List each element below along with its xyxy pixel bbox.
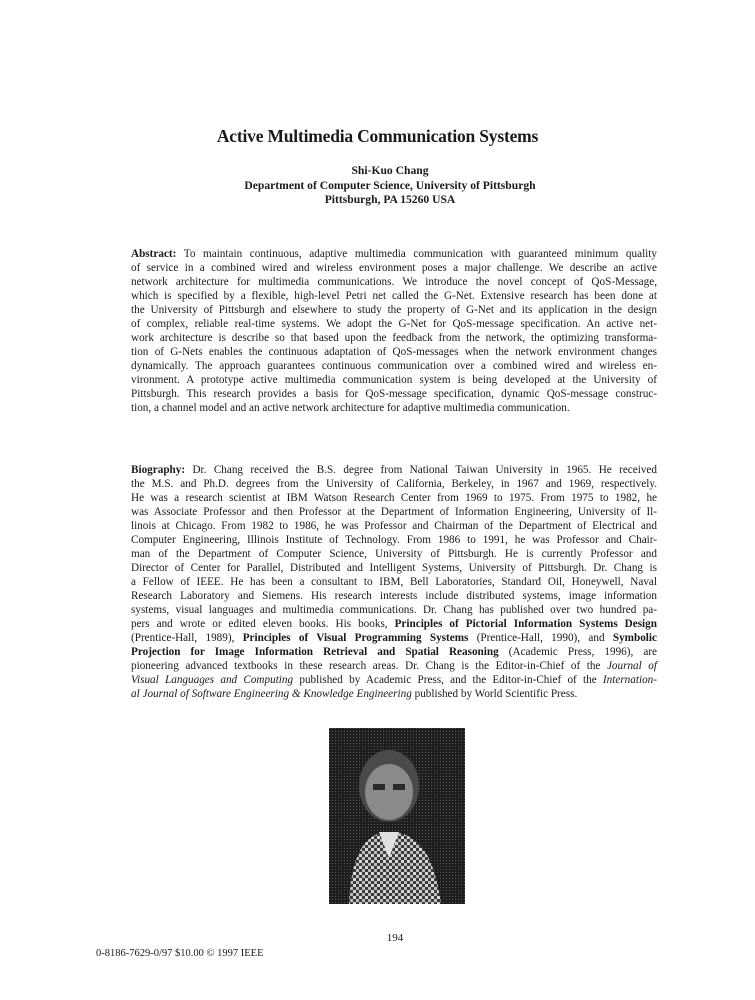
book-title: Principles of Visual Programming Systems: [242, 632, 469, 644]
biography-line: pioneering advanced textbooks in these research areas. Dr. Chang is the Editor-in-Chief of the Journal of: [131, 660, 657, 672]
biography-line: (Prentice-Hall, 1989), Principles of Visual Programming Systems (Prentice-Hall, 1990), and Symbolic: [131, 632, 657, 644]
biography-line: the M.S. and Ph.D. degrees from the University of California, Berkeley, in 1967 and 1969, respectively.: [131, 478, 657, 490]
journal-title: Visual Languages and Computing: [131, 674, 294, 686]
biography-label: Biography:: [131, 464, 186, 476]
author-photo: [329, 728, 465, 904]
biography-line: Visual Languages and Computing published by Academic Press, and the Editor-in-Chief of the Internation-: [131, 674, 657, 686]
biography-line: Research Laboratory and Siemens. His research interests include distributed systems, image information: [131, 590, 657, 602]
biography-section: [131, 463, 657, 701]
copyright-line: 0-8186-7629-0/97 $10.00 © 1997 IEEE: [96, 948, 264, 959]
biography-line: was Associate Professor and then Professor at the Department of Information Engineering, University of Il-: [131, 506, 657, 518]
journal-title: Journal of: [606, 660, 657, 672]
author-name: Shi-Kuo Chang: [351, 164, 429, 177]
page-number: 194: [386, 932, 404, 944]
journal-title: al Journal of Software Engineering & Knowledge Engineering: [131, 688, 412, 700]
biography-line: systems, visual languages and multimedia communications. Dr. Chang has published over two hundred pa-: [131, 604, 657, 616]
abstract-line: tion, a channel model and an active network architecture for adaptive multimedia communication.: [131, 402, 570, 414]
biography-line: al Journal of Software Engineering & Knowledge Engineering published by World Scientific Press.: [131, 688, 578, 700]
abstract-line: tion of G-Nets enables the continuous adaptation of QoS-messages when the network environment changes: [131, 346, 657, 358]
abstract-line: Abstract: To maintain continuous, adaptive multimedia communication with guaranteed minimum quality: [131, 248, 657, 260]
paper-title: Active Multimedia Communication Systems: [216, 126, 539, 146]
biography-line: a Fellow of IEEE. He has been a consultant to IBM, Bell Laboratories, Standard Oil, Honeywell, Naval: [131, 576, 657, 588]
book-title: Projection for Image Information Retrieval and Spatial Reasoning: [131, 646, 499, 658]
book-title: Symbolic: [612, 632, 657, 644]
abstract-line: the University of Pittsburgh and elsewhere to study the property of G-Net and its application in the design: [131, 304, 657, 316]
abstract-line: work architecture is describe so that based upon the feedback from the network, the optimizing transforma-: [131, 332, 657, 344]
abstract-line: Pittsburgh. This research provides a basis for QoS-message specification, dynamic QoS-message construc-: [131, 388, 657, 400]
abstract-line: of service in a combined wired and wireless environment poses a major challenge. We describe an active: [131, 262, 657, 274]
book-title: Principles of Pictorial Information Systems Design: [394, 618, 657, 630]
biography-line: pers and wrote or edited eleven books. His books, Principles of Pictorial Information Systems Design: [131, 618, 657, 630]
abstract-line: network architecture for multimedia communications. We introduce the novel concept of QoS-Message,: [131, 276, 657, 288]
biography-line: Biography: Dr. Chang received the B.S. degree from National Taiwan University in 1965. He received: [131, 464, 657, 476]
abstract-line: which is specified by a flexible, high-level Petri net called the G-Net. Extensive research has been done at: [131, 290, 657, 302]
abstract-line: dynamically. The approach guarantees continuous communication over a combined wired and wireless en-: [131, 360, 657, 372]
author-address: Pittsburgh, PA 15260 USA: [324, 193, 456, 206]
journal-title: Internation-: [602, 674, 657, 686]
abstract-label: Abstract:: [131, 248, 177, 260]
biography-line: Director of Center for Parallel, Distributed and Intelligent Systems, University of Pittsburgh. Dr. Chang is: [131, 562, 657, 574]
abstract-line: of complex, reliable real-time systems. We adopt the G-Net for QoS-message specification. An active net-: [131, 318, 657, 330]
abstract-section: [131, 247, 657, 415]
abstract-line: vironment. A prototype active multimedia communication system is being developed at the University of: [131, 374, 657, 386]
biography-line: Computer Engineering, Illinois Institute of Technology. From 1986 to 1991, he was Professor and Chair-: [131, 534, 657, 546]
author-block: [0, 164, 755, 208]
biography-line: Projection for Image Information Retrieval and Spatial Reasoning (Academic Press, 1996), are: [131, 646, 658, 658]
biography-line: man of the Department of Computer Science, University of Pittsburgh. He is currently Professor and: [131, 548, 657, 560]
author-affiliation: Department of Computer Science, University of Pittsburgh: [244, 178, 536, 192]
biography-line: He was a research scientist at IBM Watson Research Center from 1969 to 1975. From 1975 to 1982, he: [131, 492, 657, 504]
author-photo-image: [329, 728, 465, 904]
biography-line: linois at Chicago. From 1982 to 1986, he was Professor and Chairman of the Department of Electrical and: [131, 520, 657, 532]
